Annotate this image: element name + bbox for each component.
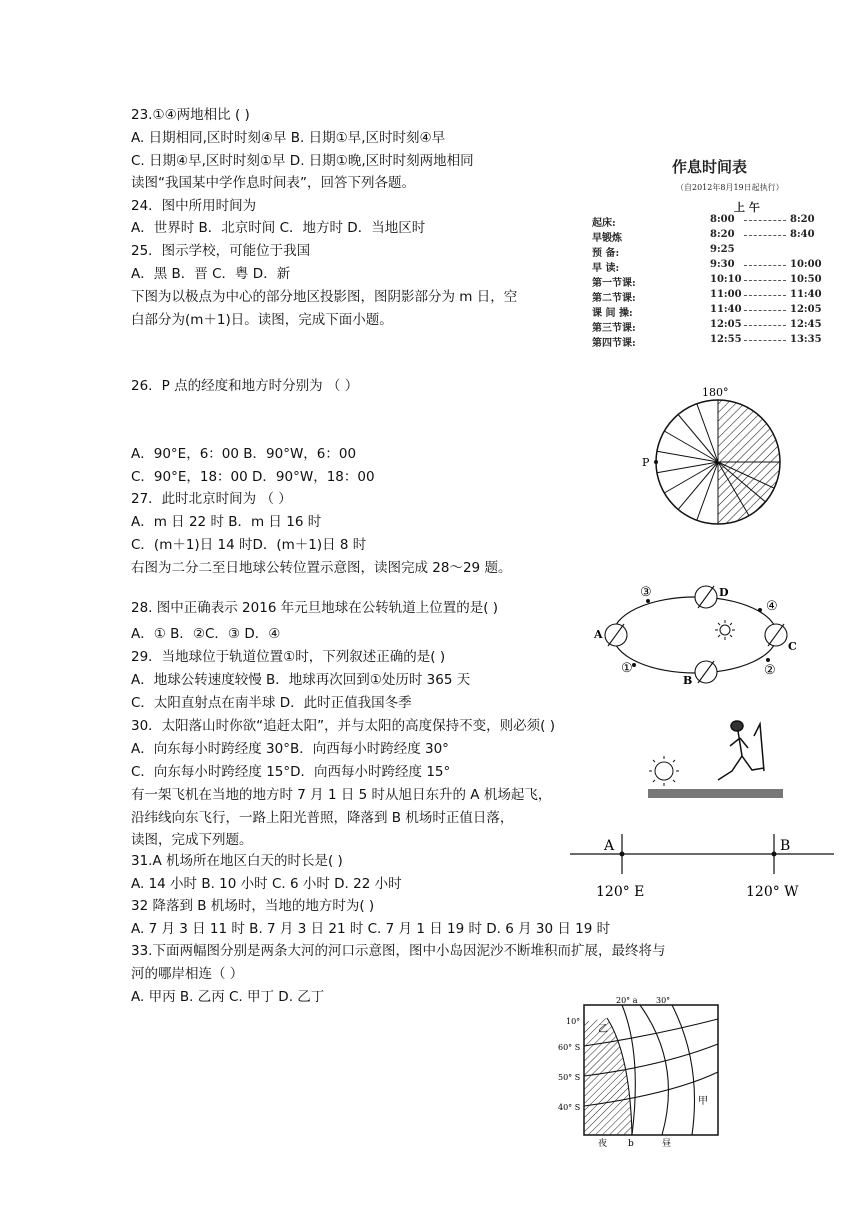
flight-figure <box>568 830 838 908</box>
earth-position-b <box>695 661 717 683</box>
timetable-row-end: 10:00 <box>790 259 822 270</box>
label-jia: 甲 <box>698 1096 708 1107</box>
q27-options-ab: A．m 日 22 时 B．m 日 16 时 <box>131 514 322 530</box>
label-b: b <box>628 1139 634 1149</box>
timetable-row-start: 12:05 <box>710 319 742 330</box>
setting-sun-icon <box>649 756 679 786</box>
orbit-label-d: D <box>719 586 729 599</box>
intro-31b: 沿纬线向东飞行，一路上阳光普照，降落到 B 机场时正值日落， <box>131 810 514 826</box>
timetable-row-start: 8:20 <box>710 229 735 240</box>
meridian-line <box>678 462 718 510</box>
airport-a-label: A <box>604 838 615 854</box>
intro-24: 读图“我国某中学作息时间表”，回答下列各题。 <box>131 175 415 191</box>
timetable-row-name: 第二节课: <box>592 293 636 304</box>
airport-b-label: B <box>780 838 791 854</box>
timetable-row-start: 10:10 <box>710 274 742 285</box>
q23-stem: 23.①④两地相比 ( ) <box>131 107 250 123</box>
intro-31a: 有一架飞机在当地的地方时 7 月 1 日 5 时从旭日东升的 A 机场起飞， <box>131 787 552 803</box>
timetable-row-dash <box>744 310 786 311</box>
meridian-line <box>697 404 718 462</box>
q33-stem-a: 33.下面两幅图分别是两条大河的河口示意图，图中小岛因泥沙不断堆积而扩展，最终将与 <box>131 943 666 959</box>
q25-options: A．黑 B．晋 C．粤 D．新 <box>131 266 291 282</box>
timetable-row-start: 11:00 <box>710 289 742 300</box>
q26-options-ab: A．90°E，6：00 B．90°W，6：00 <box>131 446 357 462</box>
timetable-row-dash <box>744 325 786 326</box>
q23-options-ab: A. 日期相同,区时时刻④早 B. 日期①早,区时时刻④早 <box>131 130 446 146</box>
timetable-row-name: 第一节课: <box>592 278 636 289</box>
q29-options-cd: C．太阳直射点在南半球 D．此时正值我国冬季 <box>131 695 412 711</box>
timetable-row-end: 8:40 <box>790 229 815 240</box>
timetable-row-end: 8:20 <box>790 214 815 225</box>
sun-chase-figure <box>640 716 790 808</box>
q31-stem: 31.A 机场所在地区白天的时长是( ) <box>131 853 343 869</box>
timetable-row-dash <box>744 265 786 266</box>
lat-40-label: 40° S <box>558 1103 581 1112</box>
orbit-ellipse <box>613 597 777 673</box>
lon-b-label: 120° W <box>746 884 799 900</box>
timetable-row-name: 早 读: <box>592 263 620 274</box>
q27-stem: 27．此时北京时间为 （ ） <box>131 491 292 507</box>
q28-stem: 28. 图中正确表示 2016 年元旦地球在公转轨道上位置的是( ) <box>131 600 499 616</box>
q33-stem-b: 河的哪岸相连（ ） <box>131 966 244 982</box>
timetable-row-name: 第三节课: <box>592 323 636 334</box>
q24-options: A．世界时 B．北京时间 C．地方时 D．当地区时 <box>131 220 426 236</box>
point-p-marker <box>654 460 658 464</box>
timetable-row-end: 11:40 <box>790 289 822 300</box>
q24-stem: 24．图中所用时间为 <box>131 198 257 214</box>
q32-options: A. 7 月 3 日 11 时 B. 7 月 3 日 21 时 C. 7 月 1 日 19 时 D. 6 月 30 日 19 时 <box>131 921 611 937</box>
sun-icon <box>715 620 735 640</box>
timetable-row-name: 预 备: <box>592 248 620 259</box>
q32-stem: 32 降落到 B 机场时，当地的地方时为( ) <box>131 898 375 914</box>
orbit-label-b: B <box>683 674 693 687</box>
polar-projection-figure <box>640 380 800 530</box>
orbit-point-2: ② <box>764 663 776 678</box>
ground-strip <box>648 789 783 798</box>
lon-30-label: 30° <box>656 996 671 1005</box>
lat-60-label: 60° S <box>558 1043 581 1052</box>
polar-top-label: 180° <box>702 386 729 399</box>
timetable-row-name: 课 间 操: <box>592 308 633 319</box>
intro-26a: 下图为以极点为中心的部分地区投影图，图阴影部分为 m 日，空 <box>131 289 518 305</box>
timetable-row-end: 13:35 <box>790 334 822 345</box>
timetable-row-name: 早锻炼 <box>592 233 622 244</box>
q23-options-cd: C. 日期④早,区时时刻①早 D. 日期①晚,区时时刻两地相同 <box>131 153 474 169</box>
orbit-label-c: C <box>788 640 797 653</box>
orbit-figure <box>588 580 803 690</box>
timetable-row-end: 12:05 <box>790 304 822 315</box>
orbit-label-a: A <box>594 628 603 641</box>
timetable-row-start: 12:55 <box>710 334 742 345</box>
day-night-map-figure <box>552 994 730 1154</box>
timetable-row-end: 12:45 <box>790 319 822 330</box>
timetable-row-start: 11:40 <box>710 304 742 315</box>
earth-position-a <box>605 624 627 646</box>
q31-options: A. 14 小时 B. 10 小时 C. 6 小时 D. 22 小时 <box>131 876 402 892</box>
q30-options-cd: C．向东每小时跨经度 15°D．向西每小时跨经度 15° <box>131 764 451 780</box>
timetable-row-start: 9:25 <box>710 244 735 255</box>
q33-options: A. 甲丙 B. 乙丙 C. 甲丁 D. 乙丁 <box>131 989 325 1005</box>
timetable-row-start: 9:30 <box>710 259 735 270</box>
timetable-row-start: 8:00 <box>710 214 735 225</box>
lon-20-label: 20° a <box>616 996 638 1005</box>
q25-stem: 25．图示学校，可能位于我国 <box>131 243 311 259</box>
q28-options: A．① B．②C．③ D．④ <box>131 626 281 642</box>
timetable-row-dash <box>744 340 786 341</box>
meridian-line <box>678 415 718 463</box>
timetable-title: 作息时间表 <box>672 158 748 176</box>
timetable-row-dash <box>744 280 786 281</box>
orbit-point-4: ④ <box>766 599 778 614</box>
intro-26b: 白部分为(m＋1)日。读图，完成下面小题。 <box>131 312 393 328</box>
timetable-period: 上 午 <box>734 201 760 214</box>
q30-options-ab: A．向东每小时跨经度 30°B．向西每小时跨经度 30° <box>131 741 449 757</box>
lat-50-label: 50° S <box>558 1073 581 1082</box>
timetable-row-name: 第四节课: <box>592 338 636 349</box>
orbit-point-3: ③ <box>640 585 652 600</box>
intro-31c: 读图，完成下列题。 <box>131 832 253 848</box>
timetable-row-end: 10:50 <box>790 274 822 285</box>
timetable-row-dash <box>744 235 786 236</box>
timetable-subtitle: （自2012年8月19日起执行） <box>676 183 784 192</box>
timetable-row-dash <box>744 295 786 296</box>
lat-10-label: 10° <box>566 1017 581 1026</box>
q30-stem: 30．太阳落山时你欲“追赶太阳”，并与太阳的高度保持不变，则必须( ) <box>131 718 555 734</box>
lon-a-label: 120° E <box>596 884 645 900</box>
q26-stem: 26．P 点的经度和地方时分别为 （ ） <box>131 378 359 394</box>
timetable-figure <box>584 150 834 350</box>
earth-position-d <box>695 586 717 608</box>
q26-options-cd: C．90°E，18：00 D．90°W，18：00 <box>131 469 375 485</box>
point-p-label: P <box>642 456 650 469</box>
q29-options-ab: A．地球公转速度较慢 B．地球再次回到①处历时 365 天 <box>131 672 471 688</box>
meridian-line <box>697 462 718 520</box>
orbit-point-1: ① <box>621 661 633 676</box>
timetable-row-dash <box>744 220 786 221</box>
q29-stem: 29．当地球位于轨道位置①时，下列叙述正确的是( ) <box>131 649 446 665</box>
running-person-icon <box>718 721 764 780</box>
label-night: 夜 <box>598 1139 608 1149</box>
timetable-row-name: 起床: <box>592 218 616 229</box>
earth-position-c <box>765 624 787 646</box>
intro-28: 右图为二分二至日地球公转位置示意图，读图完成 28～29 题。 <box>131 560 512 576</box>
label-day: 昼 <box>662 1139 672 1149</box>
label-yi: 乙 <box>598 1024 608 1035</box>
q27-options-cd: C．(m＋1)日 14 时D．(m＋1)日 8 时 <box>131 537 367 553</box>
